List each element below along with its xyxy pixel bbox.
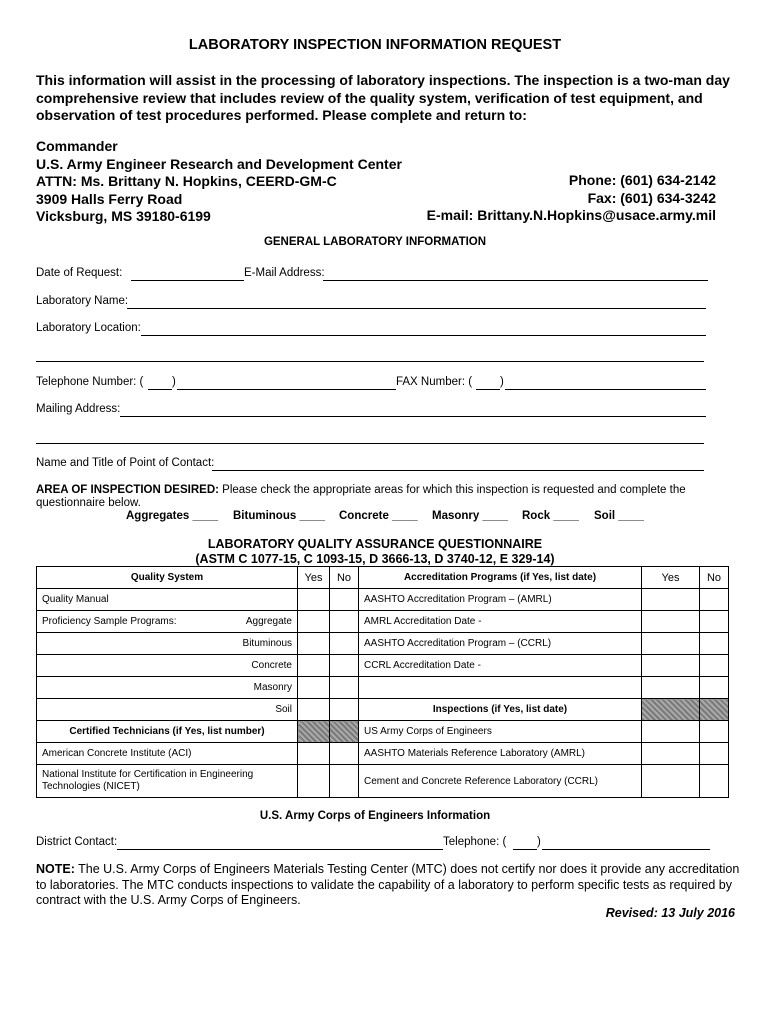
table-row <box>37 655 729 677</box>
ccrl-program-cell: AASHTO Accreditation Program – (CCRL) <box>359 633 642 655</box>
point-of-contact-label: Name and Title of Point of Contact: <box>36 457 215 469</box>
qa-subheading: (ASTM C 1077-15, C 1093-15, D 3666-13, D 3740-12, E 329-14) <box>195 552 555 566</box>
header-no: No <box>700 567 729 589</box>
header-accreditation: Accreditation Programs (if Yes, list date) <box>359 567 642 589</box>
telephone-number-field[interactable] <box>177 389 396 390</box>
point-of-contact-field[interactable] <box>212 470 704 471</box>
usace-area-code-field[interactable] <box>513 849 537 850</box>
table-row <box>37 611 729 633</box>
table-row <box>37 567 729 589</box>
fax-number-label: FAX Number: ( <box>396 376 473 388</box>
table-row <box>37 765 729 798</box>
soil-cell: Soil <box>37 699 298 721</box>
shaded-cell <box>700 699 729 721</box>
mailing-address-field-2[interactable] <box>36 443 704 444</box>
inspections-heading-cell: Inspections (if Yes, list date) <box>359 699 642 721</box>
address-line: Vicksburg, MS 39180-6199 <box>36 208 211 224</box>
revised-date: Revised: 13 July 2016 <box>605 906 735 920</box>
header-no: No <box>330 567 359 589</box>
concrete-cell: Concrete <box>37 655 298 677</box>
no-cell[interactable] <box>330 633 359 655</box>
no-cell[interactable] <box>330 743 359 765</box>
shaded-cell <box>330 721 359 743</box>
fax-number-field[interactable] <box>505 389 706 390</box>
no-cell[interactable] <box>330 611 359 633</box>
no-cell[interactable] <box>700 611 729 633</box>
ccrl-lab-cell: Cement and Concrete Reference Laboratory (CCRL) <box>359 765 642 798</box>
laboratory-name-field[interactable] <box>127 308 706 309</box>
intro-paragraph: This information will assist in the processing of laboratory inspections. The inspection is a two-man day comprehensive review that includes review of the quality system, verification of test equipment, and observation of test procedures performed. Please complete and return to: <box>36 72 730 123</box>
yes-cell[interactable] <box>298 655 330 677</box>
mailing-address-block <box>36 138 402 226</box>
header-quality-system: Quality System <box>37 567 298 589</box>
yes-cell[interactable] <box>298 677 330 699</box>
laboratory-location-field[interactable] <box>141 335 706 336</box>
yes-cell[interactable] <box>642 655 700 677</box>
phone-text: Phone: (601) 634-2142 <box>568 172 716 188</box>
aggregate-label: Aggregate <box>245 616 292 627</box>
address-line: U.S. Army Engineer Research and Development Center <box>36 155 402 172</box>
paren-close: ) <box>172 376 176 388</box>
contact-block <box>427 172 716 225</box>
area-of-inspection-text <box>36 484 726 510</box>
yes-cell[interactable] <box>642 765 700 798</box>
note-label: NOTE: <box>36 862 75 876</box>
no-cell[interactable] <box>330 699 359 721</box>
yes-cell[interactable] <box>298 633 330 655</box>
yes-cell[interactable] <box>298 765 330 798</box>
usace-cell: US Army Corps of Engineers <box>359 721 642 743</box>
masonry-cell: Masonry <box>37 677 298 699</box>
email-address-label: E-Mail Address: <box>244 267 325 279</box>
aci-cell: American Concrete Institute (ACI) <box>37 743 298 765</box>
area-of-inspection-heading: AREA OF INSPECTION DESIRED: <box>36 484 219 496</box>
header-yes: Yes <box>642 567 700 589</box>
table-row <box>37 633 729 655</box>
laboratory-location-field-2[interactable] <box>36 361 704 362</box>
area-option-aggregates[interactable]: Aggregates ____ <box>126 510 219 522</box>
shaded-cell <box>642 699 700 721</box>
date-of-request-field[interactable] <box>131 280 244 281</box>
qa-heading: LABORATORY QUALITY ASSURANCE QUESTIONNAIRE <box>207 537 543 551</box>
district-contact-label: District Contact: <box>36 836 118 848</box>
address-line: Commander <box>36 138 118 154</box>
proficiency-label: Proficiency Sample Programs: <box>42 616 177 627</box>
fax-area-code-field[interactable] <box>476 389 500 390</box>
usace-telephone-field[interactable] <box>542 849 710 850</box>
district-contact-field[interactable] <box>117 849 443 850</box>
general-info-heading: GENERAL LABORATORY INFORMATION <box>263 236 487 248</box>
no-cell[interactable] <box>330 765 359 798</box>
ccrl-date-cell: CCRL Accreditation Date - <box>359 655 642 677</box>
no-cell[interactable] <box>700 633 729 655</box>
fax-text: Fax: (601) 634-3242 <box>587 189 716 206</box>
yes-cell[interactable] <box>642 589 700 611</box>
no-cell[interactable] <box>700 743 729 765</box>
yes-cell[interactable] <box>642 743 700 765</box>
area-of-inspection-instructions: Please check the appropriate areas for which this inspection is requested and complete the questionnaire below. <box>36 484 686 509</box>
area-option-masonry[interactable]: Masonry ____ <box>432 510 509 522</box>
table-row <box>37 743 729 765</box>
mailing-address-label: Mailing Address: <box>36 403 121 415</box>
paren-close: ) <box>537 836 541 848</box>
bituminous-cell: Bituminous <box>37 633 298 655</box>
table-row <box>37 677 729 699</box>
amrl-program-cell: AASHTO Accreditation Program – (AMRL) <box>359 589 642 611</box>
no-cell[interactable] <box>700 677 729 699</box>
no-cell[interactable] <box>700 765 729 798</box>
area-option-rock[interactable]: Rock ____ <box>522 510 579 522</box>
email-text: E-mail: Brittany.N.Hopkins@usace.army.mil <box>426 207 716 223</box>
qa-questionnaire-table <box>36 566 729 798</box>
page-title: LABORATORY INSPECTION INFORMATION REQUEST <box>188 37 562 53</box>
certified-technicians-heading-cell: Certified Technicians (if Yes, list number) <box>37 721 298 743</box>
table-row <box>37 721 729 743</box>
telephone-label: Telephone Number: ( <box>36 376 144 388</box>
no-cell[interactable] <box>330 655 359 677</box>
yes-cell[interactable] <box>298 589 330 611</box>
note-paragraph <box>36 862 741 909</box>
date-of-request-label: Date of Request: <box>36 267 123 279</box>
no-cell[interactable] <box>700 721 729 743</box>
area-option-bituminous[interactable]: Bituminous ____ <box>233 510 326 522</box>
amrl-lab-cell: AASHTO Materials Reference Laboratory (AMRL) <box>359 743 642 765</box>
no-cell[interactable] <box>700 655 729 677</box>
yes-cell[interactable] <box>642 633 700 655</box>
laboratory-name-label: Laboratory Name: <box>36 295 129 307</box>
yes-cell[interactable] <box>642 721 700 743</box>
shaded-cell <box>298 721 330 743</box>
address-line: ATTN: Ms. Brittany N. Hopkins, CEERD-GM-C <box>36 173 337 189</box>
note-text: The U.S. Army Corps of Engineers Materials Testing Center (MTC) does not certify nor does it provide any accreditation to laboratories. The MTC conducts inspections to validate the capability of a laboratory to perform specific tests as required by contract with the U.S. Army Corps of Engineers. <box>36 862 740 907</box>
yes-cell[interactable] <box>642 677 700 699</box>
header-yes: Yes <box>298 567 330 589</box>
email-address-field[interactable] <box>323 280 708 281</box>
table-row <box>37 699 729 721</box>
yes-cell[interactable] <box>298 743 330 765</box>
usace-telephone-label: Telephone: ( <box>443 836 507 848</box>
yes-cell[interactable] <box>642 611 700 633</box>
area-option-soil[interactable]: Soil ____ <box>594 510 644 522</box>
proficiency-aggregate-cell <box>37 611 298 633</box>
address-line: 3909 Halls Ferry Road <box>36 190 183 207</box>
yes-cell[interactable] <box>298 611 330 633</box>
paren-close: ) <box>500 376 504 388</box>
mailing-address-field[interactable] <box>120 416 706 417</box>
yes-cell[interactable] <box>298 699 330 721</box>
telephone-area-code-field[interactable] <box>148 389 172 390</box>
usace-info-heading: U.S. Army Corps of Engineers Information <box>259 810 491 822</box>
nicet-cell: National Institute for Certification in Engineering Technologies (NICET) <box>37 765 298 798</box>
empty-cell <box>359 677 642 699</box>
table-row <box>37 589 729 611</box>
no-cell[interactable] <box>330 589 359 611</box>
no-cell[interactable] <box>700 589 729 611</box>
area-option-concrete[interactable]: Concrete ____ <box>339 510 418 522</box>
no-cell[interactable] <box>330 677 359 699</box>
amrl-date-cell: AMRL Accreditation Date - <box>359 611 642 633</box>
quality-manual-cell: Quality Manual <box>37 589 298 611</box>
laboratory-location-label: Laboratory Location: <box>36 322 141 334</box>
